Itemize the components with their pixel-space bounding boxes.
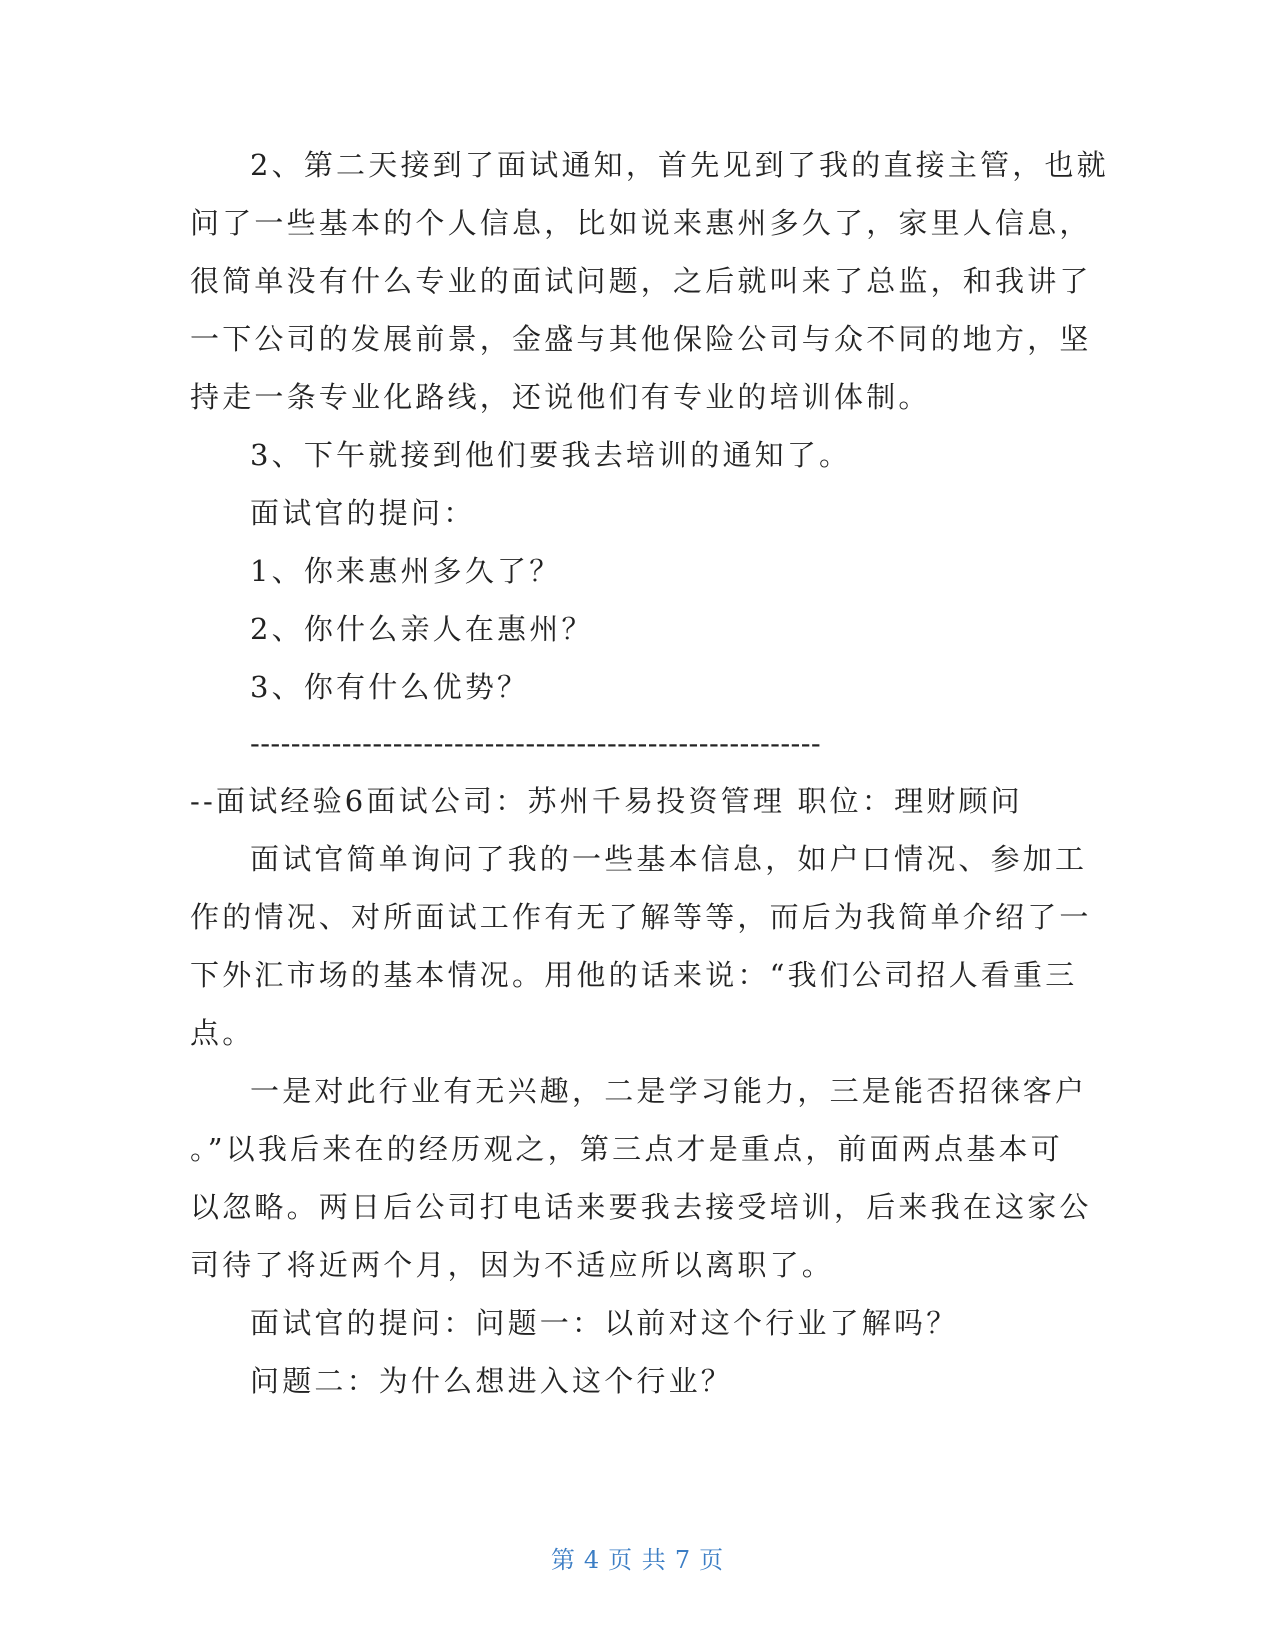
footer-prefix: 第: [550, 1546, 576, 1574]
section-heading: --面试经验6面试公司：苏州千易投资管理 职位：理财顾问: [190, 784, 1023, 818]
paragraph-line: 以忽略。两日后公司打电话来要我去接受培训，后来我在这家公: [190, 1190, 1092, 1224]
paragraph-line: 下外汇市场的基本情况。用他的话来说：“我们公司招人看重三: [190, 958, 1078, 992]
paragraph-line: 3、下午就接到他们要我去培训的通知了。: [250, 438, 852, 472]
paragraph-line: 很简单没有什么专业的面试问题，之后就叫来了总监，和我讲了: [190, 264, 1092, 298]
paragraph-line: 一是对此行业有无兴趣，二是学习能力，三是能否招徕客户: [250, 1074, 1088, 1108]
paragraph-line: 问题二：为什么想进入这个行业？: [250, 1364, 734, 1398]
paragraph-line: 2、你什么亲人在惠州？: [250, 612, 594, 646]
footer-suffix: 页: [699, 1546, 725, 1574]
paragraph-line: 面试官简单询问了我的一些基本信息，如户口情况、参加工: [250, 842, 1088, 876]
current-page-number: 4: [583, 1546, 601, 1574]
paragraph-line: 3、你有什么优势？: [250, 670, 530, 704]
paragraph-line: 面试官的提问：: [250, 496, 476, 530]
paragraph-line: 作的情况、对所面试工作有无了解等等，而后为我简单介绍了一: [190, 900, 1092, 934]
total-pages-number: 7: [674, 1546, 692, 1574]
paragraph-line: 。”以我后来在的经历观之，第三点才是重点，前面两点基本可: [190, 1132, 1063, 1166]
page-footer: [0, 1545, 1275, 1575]
paragraph-line: 面试官的提问：问题一：以前对这个行业了解吗？: [250, 1306, 959, 1340]
paragraph-line: 1、你来惠州多久了？: [250, 554, 562, 588]
paragraph-line: 一下公司的发展前景，金盛与其他保险公司与众不同的地方，坚: [190, 322, 1092, 356]
paragraph-line: 司待了将近两个月，因为不适应所以离职了。: [190, 1248, 835, 1282]
separator-dashes: --------------------------------------------------------: [250, 726, 822, 760]
paragraph-line: 持走一条专业化路线，还说他们有专业的培训体制。: [190, 380, 931, 414]
paragraph-line: 2、第二天接到了面试通知，首先见到了我的直接主管，也就: [250, 148, 1109, 182]
paragraph-line: 问了一些基本的个人信息，比如说来惠州多久了，家里人信息，: [190, 206, 1092, 240]
footer-middle: 页 共: [608, 1546, 667, 1574]
paragraph-line: 点。: [190, 1016, 255, 1050]
